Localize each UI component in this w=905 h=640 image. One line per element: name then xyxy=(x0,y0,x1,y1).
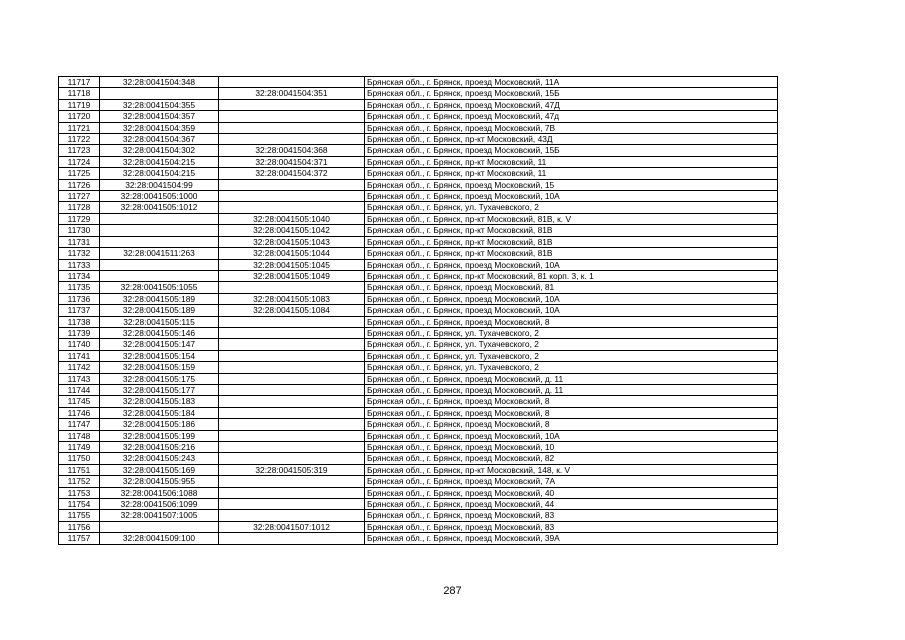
address-cell: Брянская обл., г. Брянск, пр-кт Московский, 43Д xyxy=(365,134,778,145)
table-row xyxy=(59,476,778,487)
address-cell: Брянская обл., г. Брянск, проезд Московский, 8 xyxy=(365,396,778,407)
cadastral-number-cell xyxy=(100,521,219,532)
related-cadastral-number-cell xyxy=(219,202,365,213)
related-cadastral-number-cell xyxy=(219,533,365,544)
row-number-cell: 11733 xyxy=(59,259,100,270)
address-cell: Брянская обл., г. Брянск, проезд Московский, 10А xyxy=(365,430,778,441)
row-number-cell: 11741 xyxy=(59,350,100,361)
cadastral-number-cell: 32:28:0041504:348 xyxy=(100,77,219,88)
row-number-cell: 11756 xyxy=(59,521,100,532)
table-row xyxy=(59,487,778,498)
address-cell: Брянская обл., г. Брянск, проезд Московский, 8 xyxy=(365,407,778,418)
cadastral-number-cell: 32:28:0041505:243 xyxy=(100,453,219,464)
related-cadastral-number-cell xyxy=(219,453,365,464)
related-cadastral-number-cell xyxy=(219,134,365,145)
cadastral-number-cell: 32:28:0041505:183 xyxy=(100,396,219,407)
row-number-cell: 11721 xyxy=(59,122,100,133)
cadastral-number-cell: 32:28:0041504:99 xyxy=(100,179,219,190)
row-number-cell: 11747 xyxy=(59,419,100,430)
cadastral-number-cell: 32:28:0041506:1088 xyxy=(100,487,219,498)
address-cell: Брянская обл., г. Брянск, проезд Московский, 11А xyxy=(365,77,778,88)
address-cell: Брянская обл., г. Брянск, проезд Московский, 10А xyxy=(365,259,778,270)
table-row xyxy=(59,430,778,441)
address-cell: Брянская обл., г. Брянск, пр-кт Московский, 11 xyxy=(365,156,778,167)
row-number-cell: 11742 xyxy=(59,362,100,373)
address-cell: Брянская обл., г. Брянск, проезд Московский, д. 11 xyxy=(365,384,778,395)
related-cadastral-number-cell: 32:28:0041504:372 xyxy=(219,168,365,179)
table-row xyxy=(59,396,778,407)
row-number-cell: 11722 xyxy=(59,134,100,145)
table-row xyxy=(59,521,778,532)
cadastral-number-cell: 32:28:0041506:1099 xyxy=(100,499,219,510)
related-cadastral-number-cell: 32:28:0041504:368 xyxy=(219,145,365,156)
address-cell: Брянская обл., г. Брянск, проезд Московский, 10А xyxy=(365,191,778,202)
address-cell: Брянская обл., г. Брянск, ул. Тухачевского, 2 xyxy=(365,350,778,361)
cadastral-number-cell: 32:28:0041505:189 xyxy=(100,305,219,316)
related-cadastral-number-cell xyxy=(219,499,365,510)
address-cell: Брянская обл., г. Брянск, ул. Тухачевского, 2 xyxy=(365,327,778,338)
address-cell: Брянская обл., г. Брянск, пр-кт Московский, 81В xyxy=(365,248,778,259)
address-cell: Брянская обл., г. Брянск, проезд Московский, д. 11 xyxy=(365,373,778,384)
table-row xyxy=(59,179,778,190)
cadastral-number-cell: 32:28:0041507:1005 xyxy=(100,510,219,521)
address-cell: Брянская обл., г. Брянск, проезд Московский, 40 xyxy=(365,487,778,498)
address-cell: Брянская обл., г. Брянск, проезд Московский, 47д xyxy=(365,111,778,122)
address-cell: Брянская обл., г. Брянск, проезд Московский, 7А xyxy=(365,476,778,487)
related-cadastral-number-cell: 32:28:0041505:1045 xyxy=(219,259,365,270)
related-cadastral-number-cell xyxy=(219,191,365,202)
cadastral-number-cell: 32:28:0041505:147 xyxy=(100,339,219,350)
address-cell: Брянская обл., г. Брянск, проезд Московский, 8 xyxy=(365,316,778,327)
row-number-cell: 11723 xyxy=(59,145,100,156)
table-row xyxy=(59,362,778,373)
related-cadastral-number-cell: 32:28:0041504:351 xyxy=(219,88,365,99)
row-number-cell: 11734 xyxy=(59,270,100,281)
cadastral-number-cell: 32:28:0041504:359 xyxy=(100,122,219,133)
related-cadastral-number-cell xyxy=(219,77,365,88)
table-row xyxy=(59,236,778,247)
cadastral-number-cell: 32:28:0041505:154 xyxy=(100,350,219,361)
related-cadastral-number-cell xyxy=(219,419,365,430)
related-cadastral-number-cell xyxy=(219,396,365,407)
row-number-cell: 11725 xyxy=(59,168,100,179)
row-number-cell: 11727 xyxy=(59,191,100,202)
related-cadastral-number-cell xyxy=(219,430,365,441)
row-number-cell: 11748 xyxy=(59,430,100,441)
row-number-cell: 11740 xyxy=(59,339,100,350)
related-cadastral-number-cell: 32:28:0041505:1042 xyxy=(219,225,365,236)
cadastral-number-cell: 32:28:0041505:115 xyxy=(100,316,219,327)
cadastral-number-cell: 32:28:0041505:199 xyxy=(100,430,219,441)
address-cell: Брянская обл., г. Брянск, пр-кт Московский, 81 корп. 3, к. 1 xyxy=(365,270,778,281)
related-cadastral-number-cell: 32:28:0041505:1040 xyxy=(219,213,365,224)
cadastral-number-cell xyxy=(100,225,219,236)
cadastral-number-cell: 32:28:0041505:146 xyxy=(100,327,219,338)
related-cadastral-number-cell xyxy=(219,282,365,293)
related-cadastral-number-cell xyxy=(219,99,365,110)
cadastral-number-cell: 32:28:0041505:189 xyxy=(100,293,219,304)
address-cell: Брянская обл., г. Брянск, ул. Тухачевского, 2 xyxy=(365,202,778,213)
related-cadastral-number-cell xyxy=(219,122,365,133)
related-cadastral-number-cell: 32:28:0041505:1083 xyxy=(219,293,365,304)
table-row xyxy=(59,339,778,350)
related-cadastral-number-cell: 32:28:0041505:1044 xyxy=(219,248,365,259)
table-row xyxy=(59,384,778,395)
cadastral-number-cell: 32:28:0041504:302 xyxy=(100,145,219,156)
related-cadastral-number-cell: 32:28:0041505:319 xyxy=(219,464,365,475)
row-number-cell: 11731 xyxy=(59,236,100,247)
related-cadastral-number-cell xyxy=(219,179,365,190)
table-row xyxy=(59,270,778,281)
address-cell: Брянская обл., г. Брянск, проезд Московский, 10А xyxy=(365,293,778,304)
table-row xyxy=(59,134,778,145)
related-cadastral-number-cell xyxy=(219,384,365,395)
related-cadastral-number-cell xyxy=(219,510,365,521)
table-row xyxy=(59,464,778,475)
table-row xyxy=(59,225,778,236)
address-cell: Брянская обл., г. Брянск, проезд Московский, 83 xyxy=(365,521,778,532)
address-cell: Брянская обл., г. Брянск, проезд Московский, 7В xyxy=(365,122,778,133)
row-number-cell: 11719 xyxy=(59,99,100,110)
address-cell: Брянская обл., г. Брянск, проезд Московский, 10А xyxy=(365,305,778,316)
cadastral-number-cell xyxy=(100,213,219,224)
related-cadastral-number-cell xyxy=(219,316,365,327)
related-cadastral-number-cell xyxy=(219,111,365,122)
row-number-cell: 11736 xyxy=(59,293,100,304)
related-cadastral-number-cell xyxy=(219,350,365,361)
related-cadastral-number-cell: 32:28:0041504:371 xyxy=(219,156,365,167)
row-number-cell: 11724 xyxy=(59,156,100,167)
row-number-cell: 11751 xyxy=(59,464,100,475)
related-cadastral-number-cell: 32:28:0041505:1049 xyxy=(219,270,365,281)
row-number-cell: 11753 xyxy=(59,487,100,498)
row-number-cell: 11717 xyxy=(59,77,100,88)
row-number-cell: 11755 xyxy=(59,510,100,521)
cadastral-number-cell: 32:28:0041505:1000 xyxy=(100,191,219,202)
table-row xyxy=(59,122,778,133)
row-number-cell: 11718 xyxy=(59,88,100,99)
table-row xyxy=(59,533,778,544)
table-row xyxy=(59,407,778,418)
related-cadastral-number-cell xyxy=(219,476,365,487)
row-number-cell: 11746 xyxy=(59,407,100,418)
table-row xyxy=(59,442,778,453)
row-number-cell: 11739 xyxy=(59,327,100,338)
table-row xyxy=(59,453,778,464)
row-number-cell: 11728 xyxy=(59,202,100,213)
cadastral-number-cell xyxy=(100,236,219,247)
cadastral-number-cell: 32:28:0041505:1012 xyxy=(100,202,219,213)
cadastral-number-cell: 32:28:0041504:357 xyxy=(100,111,219,122)
table-row xyxy=(59,419,778,430)
table-row xyxy=(59,77,778,88)
cadastral-number-cell: 32:28:0041504:355 xyxy=(100,99,219,110)
address-cell: Брянская обл., г. Брянск, пр-кт Московский, 11 xyxy=(365,168,778,179)
cadastral-number-cell: 32:28:0041505:159 xyxy=(100,362,219,373)
address-cell: Брянская обл., г. Брянск, проезд Московский, 15Б xyxy=(365,145,778,156)
table-row xyxy=(59,156,778,167)
address-cell: Брянская обл., г. Брянск, пр-кт Московский, 148, к. V xyxy=(365,464,778,475)
table-row xyxy=(59,259,778,270)
address-cell: Брянская обл., г. Брянск, пр-кт Московский, 81В xyxy=(365,225,778,236)
related-cadastral-number-cell: 32:28:0041505:1043 xyxy=(219,236,365,247)
address-cell: Брянская обл., г. Брянск, проезд Московский, 10 xyxy=(365,442,778,453)
related-cadastral-number-cell xyxy=(219,487,365,498)
table-row xyxy=(59,293,778,304)
cadastral-number-cell: 32:28:0041505:1055 xyxy=(100,282,219,293)
table-row xyxy=(59,145,778,156)
row-number-cell: 11750 xyxy=(59,453,100,464)
row-number-cell: 11743 xyxy=(59,373,100,384)
address-cell: Брянская обл., г. Брянск, проезд Московский, 39А xyxy=(365,533,778,544)
row-number-cell: 11745 xyxy=(59,396,100,407)
cadastral-number-cell: 32:28:0041505:216 xyxy=(100,442,219,453)
address-cell: Брянская обл., г. Брянск, проезд Московский, 8 xyxy=(365,419,778,430)
cadastral-number-cell: 32:28:0041509:100 xyxy=(100,533,219,544)
related-cadastral-number-cell xyxy=(219,327,365,338)
table-row xyxy=(59,327,778,338)
table-row xyxy=(59,111,778,122)
address-cell: Брянская обл., г. Брянск, ул. Тухачевского, 2 xyxy=(365,339,778,350)
row-number-cell: 11757 xyxy=(59,533,100,544)
related-cadastral-number-cell xyxy=(219,407,365,418)
cadastral-number-cell: 32:28:0041504:367 xyxy=(100,134,219,145)
related-cadastral-number-cell xyxy=(219,442,365,453)
row-number-cell: 11744 xyxy=(59,384,100,395)
row-number-cell: 11726 xyxy=(59,179,100,190)
table-row xyxy=(59,305,778,316)
table-row xyxy=(59,213,778,224)
table-row xyxy=(59,350,778,361)
row-number-cell: 11752 xyxy=(59,476,100,487)
row-number-cell: 11749 xyxy=(59,442,100,453)
cadastral-number-cell: 32:28:0041505:955 xyxy=(100,476,219,487)
row-number-cell: 11732 xyxy=(59,248,100,259)
table-row xyxy=(59,282,778,293)
table-row xyxy=(59,510,778,521)
row-number-cell: 11738 xyxy=(59,316,100,327)
cadastral-number-cell: 32:28:0041504:215 xyxy=(100,168,219,179)
related-cadastral-number-cell: 32:28:0041507:1012 xyxy=(219,521,365,532)
table-row xyxy=(59,191,778,202)
registry-table xyxy=(58,76,778,545)
table-row xyxy=(59,168,778,179)
cadastral-number-cell: 32:28:0041505:169 xyxy=(100,464,219,475)
table-row xyxy=(59,316,778,327)
table-row xyxy=(59,99,778,110)
registry-table-body xyxy=(59,77,778,545)
address-cell: Брянская обл., г. Брянск, проезд Московский, 15 xyxy=(365,179,778,190)
cadastral-number-cell: 32:28:0041505:186 xyxy=(100,419,219,430)
related-cadastral-number-cell: 32:28:0041505:1084 xyxy=(219,305,365,316)
row-number-cell: 11754 xyxy=(59,499,100,510)
address-cell: Брянская обл., г. Брянск, проезд Московский, 82 xyxy=(365,453,778,464)
page-number: 287 xyxy=(443,585,462,597)
address-cell: Брянская обл., г. Брянск, проезд Московский, 81 xyxy=(365,282,778,293)
cadastral-number-cell xyxy=(100,270,219,281)
address-cell: Брянская обл., г. Брянск, проезд Московский, 83 xyxy=(365,510,778,521)
table-row xyxy=(59,88,778,99)
related-cadastral-number-cell xyxy=(219,373,365,384)
related-cadastral-number-cell xyxy=(219,339,365,350)
row-number-cell: 11737 xyxy=(59,305,100,316)
cadastral-number-cell: 32:28:0041511:263 xyxy=(100,248,219,259)
address-cell: Брянская обл., г. Брянск, ул. Тухачевского, 2 xyxy=(365,362,778,373)
related-cadastral-number-cell xyxy=(219,362,365,373)
cadastral-number-cell: 32:28:0041505:184 xyxy=(100,407,219,418)
row-number-cell: 11735 xyxy=(59,282,100,293)
table-row xyxy=(59,499,778,510)
row-number-cell: 11720 xyxy=(59,111,100,122)
cadastral-number-cell: 32:28:0041505:175 xyxy=(100,373,219,384)
address-cell: Брянская обл., г. Брянск, пр-кт Московский, 81В, к. V xyxy=(365,213,778,224)
table-row xyxy=(59,373,778,384)
address-cell: Брянская обл., г. Брянск, пр-кт Московский, 81В xyxy=(365,236,778,247)
cadastral-number-cell: 32:28:0041504:215 xyxy=(100,156,219,167)
cadastral-number-cell xyxy=(100,259,219,270)
table-row xyxy=(59,202,778,213)
row-number-cell: 11730 xyxy=(59,225,100,236)
address-cell: Брянская обл., г. Брянск, проезд Московский, 47Д xyxy=(365,99,778,110)
row-number-cell: 11729 xyxy=(59,213,100,224)
cadastral-number-cell xyxy=(100,88,219,99)
address-cell: Брянская обл., г. Брянск, проезд Московский, 44 xyxy=(365,499,778,510)
address-cell: Брянская обл., г. Брянск, проезд Московский, 15Б xyxy=(365,88,778,99)
cadastral-number-cell: 32:28:0041505:177 xyxy=(100,384,219,395)
table-row xyxy=(59,248,778,259)
